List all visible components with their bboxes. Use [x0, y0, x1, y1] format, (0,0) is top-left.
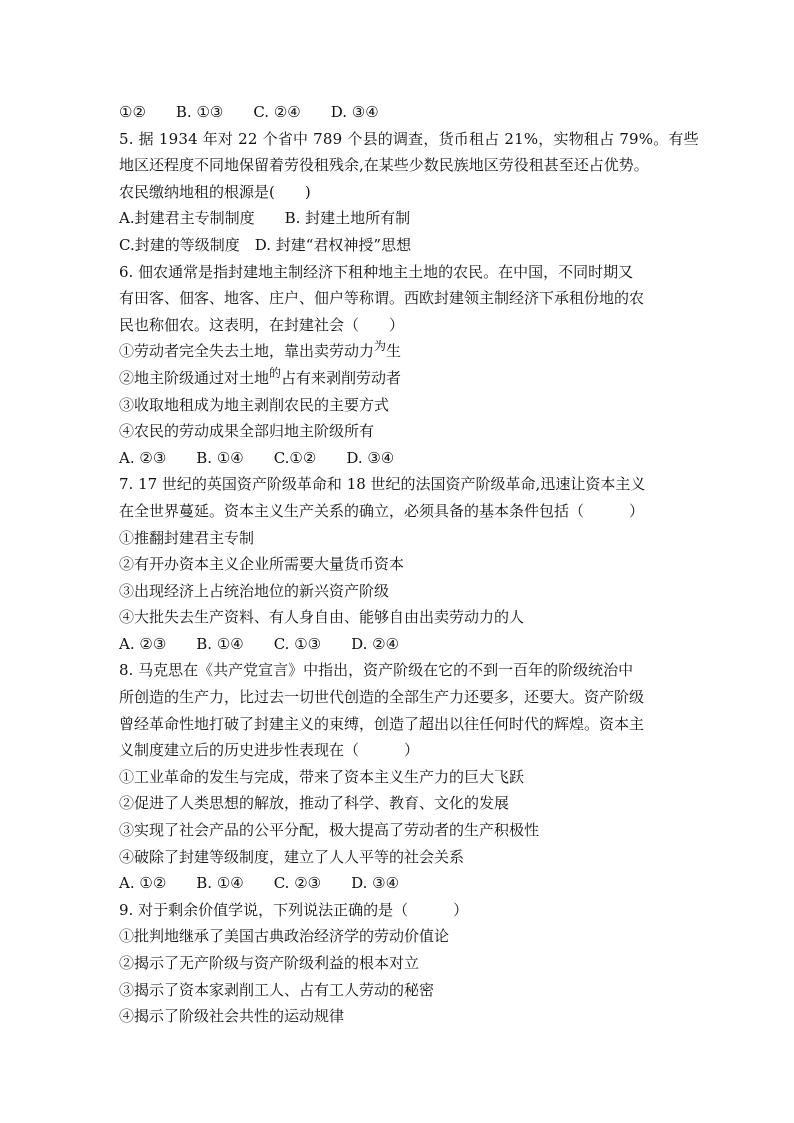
- q7-item-1: ①推翻封建君主专制: [119, 528, 255, 547]
- q6-item-1-superscript: 为: [374, 339, 387, 354]
- q6-item-1: [119, 338, 679, 365]
- q5-stem-line-3: 农民缴纳地租的根源是( ): [119, 182, 311, 201]
- q7-item-3: ③出现经济上占统治地位的新兴资产阶级: [119, 581, 390, 600]
- q7-options-line: A. ②③ B. ①④ C. ①③ D. ②④: [119, 634, 400, 653]
- q6-options-line: A. ②③ B. ①④ C.①② D. ③④: [119, 448, 395, 467]
- q6-item-1-tail: 生: [386, 342, 402, 361]
- q8-options-line: A. ①② B. ①④ C. ②③ D. ③④: [119, 874, 400, 893]
- q6-stem-line-3: 民也称佃农。这表明，在封建社会（ ）: [119, 315, 405, 334]
- q7-item-2: ②有开办资本主义企业所需要大量货币资本: [119, 555, 405, 574]
- q6-item-2-text: ②地主阶级通过对土地: [119, 368, 270, 387]
- q6-item-1-text: ①劳动者完全失去土地，靠出卖劳动力: [119, 342, 375, 361]
- q8-stem-line-2: 所创造的生产力，比过去一切世代创造的全部生产力还要多，还要大。资产阶级: [119, 688, 645, 707]
- q8-item-1: ①工业革命的发生与完成，带来了资本主义生产力的巨大飞跃: [119, 767, 525, 786]
- q6-item-4: ④农民的劳动成果全部归地主阶级所有: [119, 422, 375, 441]
- q8-stem-line-4: 义制度建立后的历史进步性表现在（ ）: [119, 741, 420, 760]
- q6-stem-line-2: 有田客、佃客、地客、庄户、佃户等称谓。西欧封建领主制经济下承租份地的农: [119, 289, 645, 308]
- q5-options-line-2: C.封建的等级制度 D. 封建“君权神授”思想: [119, 235, 412, 254]
- document-content: [119, 99, 699, 1030]
- q5-stem-line-1: 5. 据 1934 年对 22 个省中 789 个县的调查，货币租占 21%，实物租占 79%。有些: [119, 129, 699, 148]
- q7-item-4: ④大批失去生产资料、有人身自由、能够自由出卖劳动力的人: [119, 608, 525, 627]
- q9-item-2: ②揭示了无产阶级与资产阶级利益的根本对立: [119, 954, 420, 972]
- q8-item-4: ④破除了封建等级制度，建立了人人平等的社会关系: [119, 847, 465, 866]
- q9-item-3: ③揭示了资本家剥削工人、占有工人劳动的秘密: [119, 980, 435, 999]
- q9-item-4: ④揭示了阶级社会共性的运动规律: [119, 1007, 345, 1026]
- q6-item-3: ③收取地租成为地主剥削农民的主要方式: [119, 395, 390, 414]
- q8-stem-line-3: 曾经革命性地打破了封建主义的束缚，创造了超出以往任何时代的辉煌。资本主: [119, 714, 645, 733]
- q5-options-line-1: A.封建君主专制制度 B. 封建土地所有制: [119, 209, 411, 228]
- q6-item-2: [119, 365, 679, 392]
- q5-stem-line-2: 地区还程度不同地保留着劳役租残余,在某些少数民族地区劳役租甚至还占优势。: [119, 156, 649, 175]
- q8-stem-line-1: 8. 马克思在《共产党宣言》中指出，资产阶级在它的不到一百年的阶级统治中: [119, 661, 634, 680]
- q8-item-3: ③实现了社会产品的公平分配，极大提高了劳动者的生产积极性: [119, 821, 540, 840]
- q9-stem-line: 9. 对于剩余价值学说，下列说法正确的是（ ）: [119, 900, 469, 919]
- q9-item-1: ①批判地继承了美国古典政治经济学的劳动价值论: [119, 927, 450, 946]
- q7-stem-line-1: 7. 17 世纪的英国资产阶级革命和 18 世纪的法国资产阶级革命,迅速让资本主义: [119, 475, 646, 494]
- q6-stem-line-1: 6. 佃农通常是指封建地主制经济下租种地主土地的农民。在中国，不同时期又: [119, 262, 634, 281]
- q4-options-line: ①② B. ①③ C. ②④ D. ③④: [119, 103, 379, 121]
- q7-stem-line-2: 在全世界蔓延。资本主义生产关系的确立，必须具备的基本条件包括（ ）: [119, 501, 645, 520]
- q6-item-2-tail: 占有来剥削劳动者: [281, 368, 402, 387]
- q8-item-2: ②促进了人类思想的解放，推动了科学、教育、文化的发展: [119, 794, 510, 813]
- q6-item-2-superscript: 的: [269, 365, 282, 380]
